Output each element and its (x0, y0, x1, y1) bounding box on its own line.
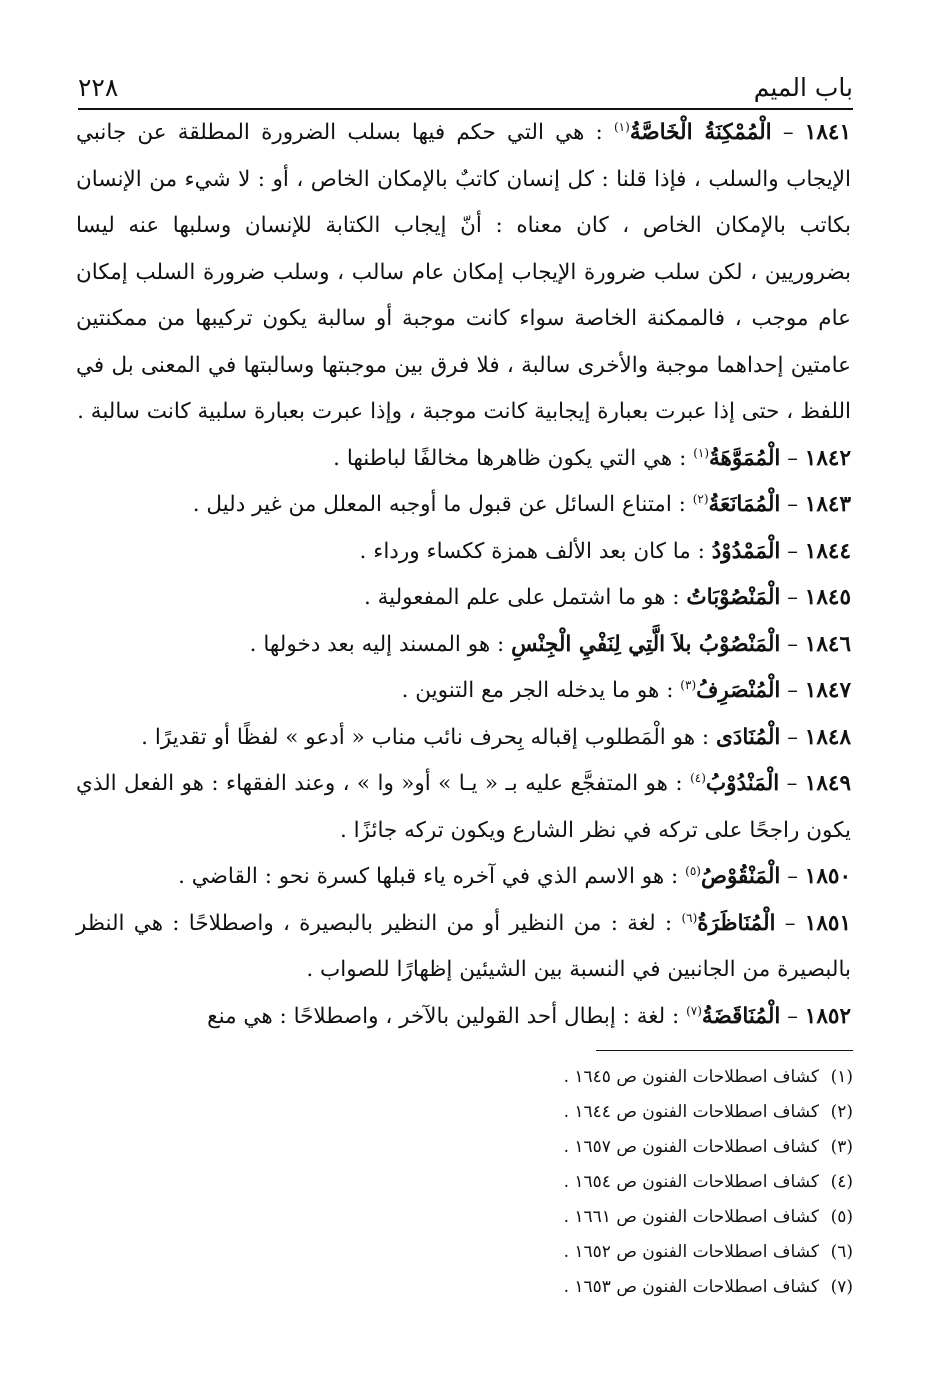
footnote-ref: (٤) (690, 770, 706, 785)
chapter-title: باب الميم (753, 73, 853, 102)
entry-term: الْمُمَوَّهَةُ (709, 445, 781, 471)
footnote (300, 1165, 853, 1200)
dictionary-entry: ١٨٤١ – الْمُمْكِنَةُ الْخَاصَّةُ$^{(١)}$ : هي التي حكم فيها بسلب الضرورة المطلقة عن جانبي الإيجاب والسلب ، فإذا قلنا : كل إنسان كاتبٌ بالإمكان الخاص ، أو : لا شيء من الإنسان بكاتب بالإمكان الخاص ، كان معناه : أنّ إيجاب الكتابة للإنسان وسلبها عنه ليسا بضروريين ، لكن سلب ضرورة الإيجاب إمكان عام سالب ، وسلب ضرورة السلب إمكان عام موجب ، فالممكنة الخاصة سواء كانت موجبة أو سالبة يكون تركيبها من ممكنتين عامتين إحداهما موجبة والأخرى سالبة ، فلا فرق بين موجبتها وسالبتها في المعنى بل في اللفظ ، حتى إذا عبرت بعبارة إيجابية كانت موجبة ، وإذا عبرت بعبارة سلبية كانت سالبة . (76, 119, 852, 424)
footnote (300, 1270, 853, 1305)
footnote-number: (٦) (830, 1242, 853, 1262)
footnote-number: (٤) (830, 1172, 853, 1192)
main-text (76, 110, 851, 1040)
entry-term: الْمُنَادَى (715, 724, 781, 750)
footnote (300, 1130, 853, 1165)
entry-term: الْمَنْصُوْبَاتُ (686, 585, 781, 610)
dictionary-entry: ١٨٤٥ – الْمَنْصُوْبَاتُ : هو ما اشتمل على علم المفعولية . (363, 585, 851, 610)
entry-number: ١٨٤٧ (804, 678, 851, 703)
dictionary-entry: ١٨٤٣ – الْمُمَانَعَةُ$^{(٢)}$ : امتناع السائل عن قبول ما أوجبه المعلل من غير دليل . (192, 491, 851, 517)
entry-definition: : هو المسند إليه بعد دخولها . (249, 631, 505, 657)
entry-number: ١٨٤٤ (804, 538, 851, 564)
entry-number: ١٨٥١ (804, 910, 851, 936)
entry-term: الْمُنْصَرِفُ (696, 678, 781, 703)
entry-definition: : لغة : إبطال أحد القولين بالآخر ، واصطلاحًا : هي منع (207, 1003, 680, 1029)
dictionary-entry: ١٨٤٨ – الْمُنَادَى : هو الْمَطلوب إقباله بِحرف نائب مناب « أدعو » لفظًا أو تقديرًا . (141, 724, 851, 750)
footnote-text: كشاف اصطلاحات الفنون ص ١٦٥٤ . (563, 1172, 819, 1192)
footnote-ref: (١) (613, 119, 630, 134)
dictionary-entry: ١٨٤٢ – الْمُمَوَّهَةُ$^{(١)}$ : هي التي يكون ظاهرها مخالفًا لباطنها . (333, 445, 851, 471)
entry-definition: : هو المتفجَّع عليه بـ « يـا » أو« وا » ، وعند الفقهاء : هو الفعل الذي يكون راجحًا على تركه في نظر الشارع ويكون تركه جائزًا . (76, 771, 851, 843)
footnote-number: (٣) (830, 1137, 853, 1157)
footnote-number: (٥) (830, 1207, 853, 1227)
footnote-rule (596, 1050, 853, 1051)
footnote (300, 1095, 853, 1130)
footnote-ref: (٣) (680, 677, 697, 692)
dictionary-entry: ١٨٤٦ – الْمَنْصُوْبُ بلاَ الَّتِي لِنَفْيِ الْجِنْسِ : هو المسند إليه بعد دخولها . (249, 631, 851, 657)
dictionary-entry: ١٨٥١ – الْمُنَاظَرَةُ$^{(٦)}$ : لغة : من النظير أو من النظير بالبصيرة ، واصطلاحًا : هي النظر بالبصيرة من الجانبين في النسبة بين الشيئين إظهارًا للصواب . (76, 910, 851, 982)
footnote-ref: (٥) (685, 863, 701, 878)
entry-number: ١٨٤٨ (804, 724, 851, 750)
entry-definition: : امتناع السائل عن قبول ما أوجبه المعلل من غير دليل . (192, 492, 686, 517)
entry-definition: : هي التي حكم فيها بسلب الضرورة المطلقة عن جانبي الإيجاب والسلب ، فإذا قلنا : كل إنسان كاتبٌ بالإمكان الخاص ، أو : لا شيء من الإنسان بكاتب بالإمكان الخاص ، كان معناه : أنّ إيجاب الكتابة للإنسان وسلبها عنه ليسا بضروريين ، لكن سلب ضرورة الإيجاب إمكان عام سالب ، وسلب ضرورة السلب إمكان عام موجب ، فالممكنة الخاصة سواء كانت موجبة أو سالبة يكون تركيبها من ممكنتين عامتين إحداهما موجبة والأخرى سالبة ، فلا فرق بين موجبتها وسالبتها في المعنى بل في اللفظ ، حتى إذا عبرت بعبارة إيجابية كانت موجبة ، وإذا عبرت بعبارة سلبية كانت سالبة . (76, 120, 852, 424)
entry-term: الْمَمْدُوْدُ (711, 538, 781, 564)
footnote-text: كشاف اصطلاحات الفنون ص ١٦٤٥ . (563, 1067, 819, 1087)
footnote (300, 1235, 853, 1270)
footnote-ref: (٦) (681, 910, 698, 925)
entry-number: ١٨٤٣ (804, 492, 851, 517)
footnote-ref: (٧) (686, 1003, 702, 1018)
entry-definition: : لغة : من النظير أو من النظير بالبصيرة ، واصطلاحًا : هي النظر بالبصيرة من الجانبين في النسبة بين الشيئين إظهارًا للصواب . (76, 910, 851, 982)
entry-term: الْمَنْدُوْبُ (705, 771, 780, 796)
entry-number: ١٨٤٦ (804, 631, 851, 657)
footnote-ref: (١) (693, 445, 710, 460)
entry-term: الْمُنَاظَرَةُ (697, 910, 776, 936)
entry-definition: : هو ما اشتمل على علم المفعولية . (363, 585, 680, 610)
entry-term: الْمُمْكِنَةُ الْخَاصَّةُ (629, 120, 772, 145)
footnote-number: (٢) (830, 1102, 853, 1122)
dictionary-entry: ١٨٤٧ – الْمُنْصَرِفُ$^{(٣)}$ : هو ما يدخله الجر مع التنوين . (401, 677, 851, 703)
footnote-text: كشاف اصطلاحات الفنون ص ١٦٦١ . (563, 1207, 819, 1227)
footnote-ref: (٢) (692, 491, 709, 506)
page-number: ٢٢٨ (78, 73, 119, 102)
entry-definition: : هو الاسم الذي في آخره ياء قبلها كسرة نحو : القاضي . (178, 864, 679, 889)
entry-number: ١٨٤٥ (804, 585, 851, 610)
footnote-text: كشاف اصطلاحات الفنون ص ١٦٥٢ . (563, 1242, 819, 1262)
entry-number: ١٨٥٠ (804, 864, 851, 889)
entry-term: الْمُنَاقَضَةُ (701, 1003, 781, 1029)
footnote-text: كشاف اصطلاحات الفنون ص ١٦٥٧ . (563, 1137, 819, 1157)
entry-definition: : هي التي يكون ظاهرها مخالفًا لباطنها . (333, 445, 687, 471)
entry-number: ١٨٤٢ (804, 445, 851, 471)
entry-term: الْمُمَانَعَةُ (708, 492, 781, 517)
entry-number: ١٨٤٩ (804, 771, 851, 796)
entry-number: ١٨٥٢ (804, 1003, 851, 1029)
entry-term: الْمَنْقُوْصُ (700, 864, 781, 889)
dictionary-entry: ١٨٥٢ – الْمُنَاقَضَةُ$^{(٧)}$ : لغة : إبطال أحد القولين بالآخر ، واصطلاحًا : هي منع (207, 1003, 851, 1029)
footnote-number: (١) (830, 1067, 853, 1087)
entry-definition: : هو الْمَطلوب إقباله بِحرف نائب مناب « أدعو » لفظًا أو تقديرًا . (141, 724, 710, 750)
entry-number: ١٨٤١ (804, 120, 851, 145)
footnote-text: كشاف اصطلاحات الفنون ص ١٦٤٤ . (563, 1102, 819, 1122)
entry-definition: : ما كان بعد الألف همزة ككساء ورداء . (359, 538, 705, 564)
footnote (300, 1200, 853, 1235)
footnote-number: (٧) (830, 1277, 853, 1297)
dictionary-entry: ١٨٤٤ – الْمَمْدُوْدُ : ما كان بعد الألف همزة ككساء ورداء . (359, 538, 851, 564)
entry-term: الْمَنْصُوْبُ بلاَ الَّتِي لِنَفْيِ الْجِنْسِ (511, 631, 781, 657)
entry-definition: : هو ما يدخله الجر مع التنوين . (401, 678, 674, 703)
page-header (78, 68, 853, 102)
footnote (300, 1060, 853, 1095)
dictionary-entry: ١٨٤٩ – الْمَنْدُوْبُ$^{(٤)}$ : هو المتفجَّع عليه بـ « يـا » أو« وا » ، وعند الفقهاء : هو الفعل الذي يكون راجحًا على تركه في نظر الشارع ويكون تركه جائزًا . (76, 770, 851, 843)
dictionary-entry: ١٨٥٠ – الْمَنْقُوْصُ$^{(٥)}$ : هو الاسم الذي في آخره ياء قبلها كسرة نحو : القاضي . (178, 863, 851, 889)
footnote-text: كشاف اصطلاحات الفنون ص ١٦٥٣ . (563, 1277, 819, 1297)
footnotes (300, 1060, 853, 1305)
